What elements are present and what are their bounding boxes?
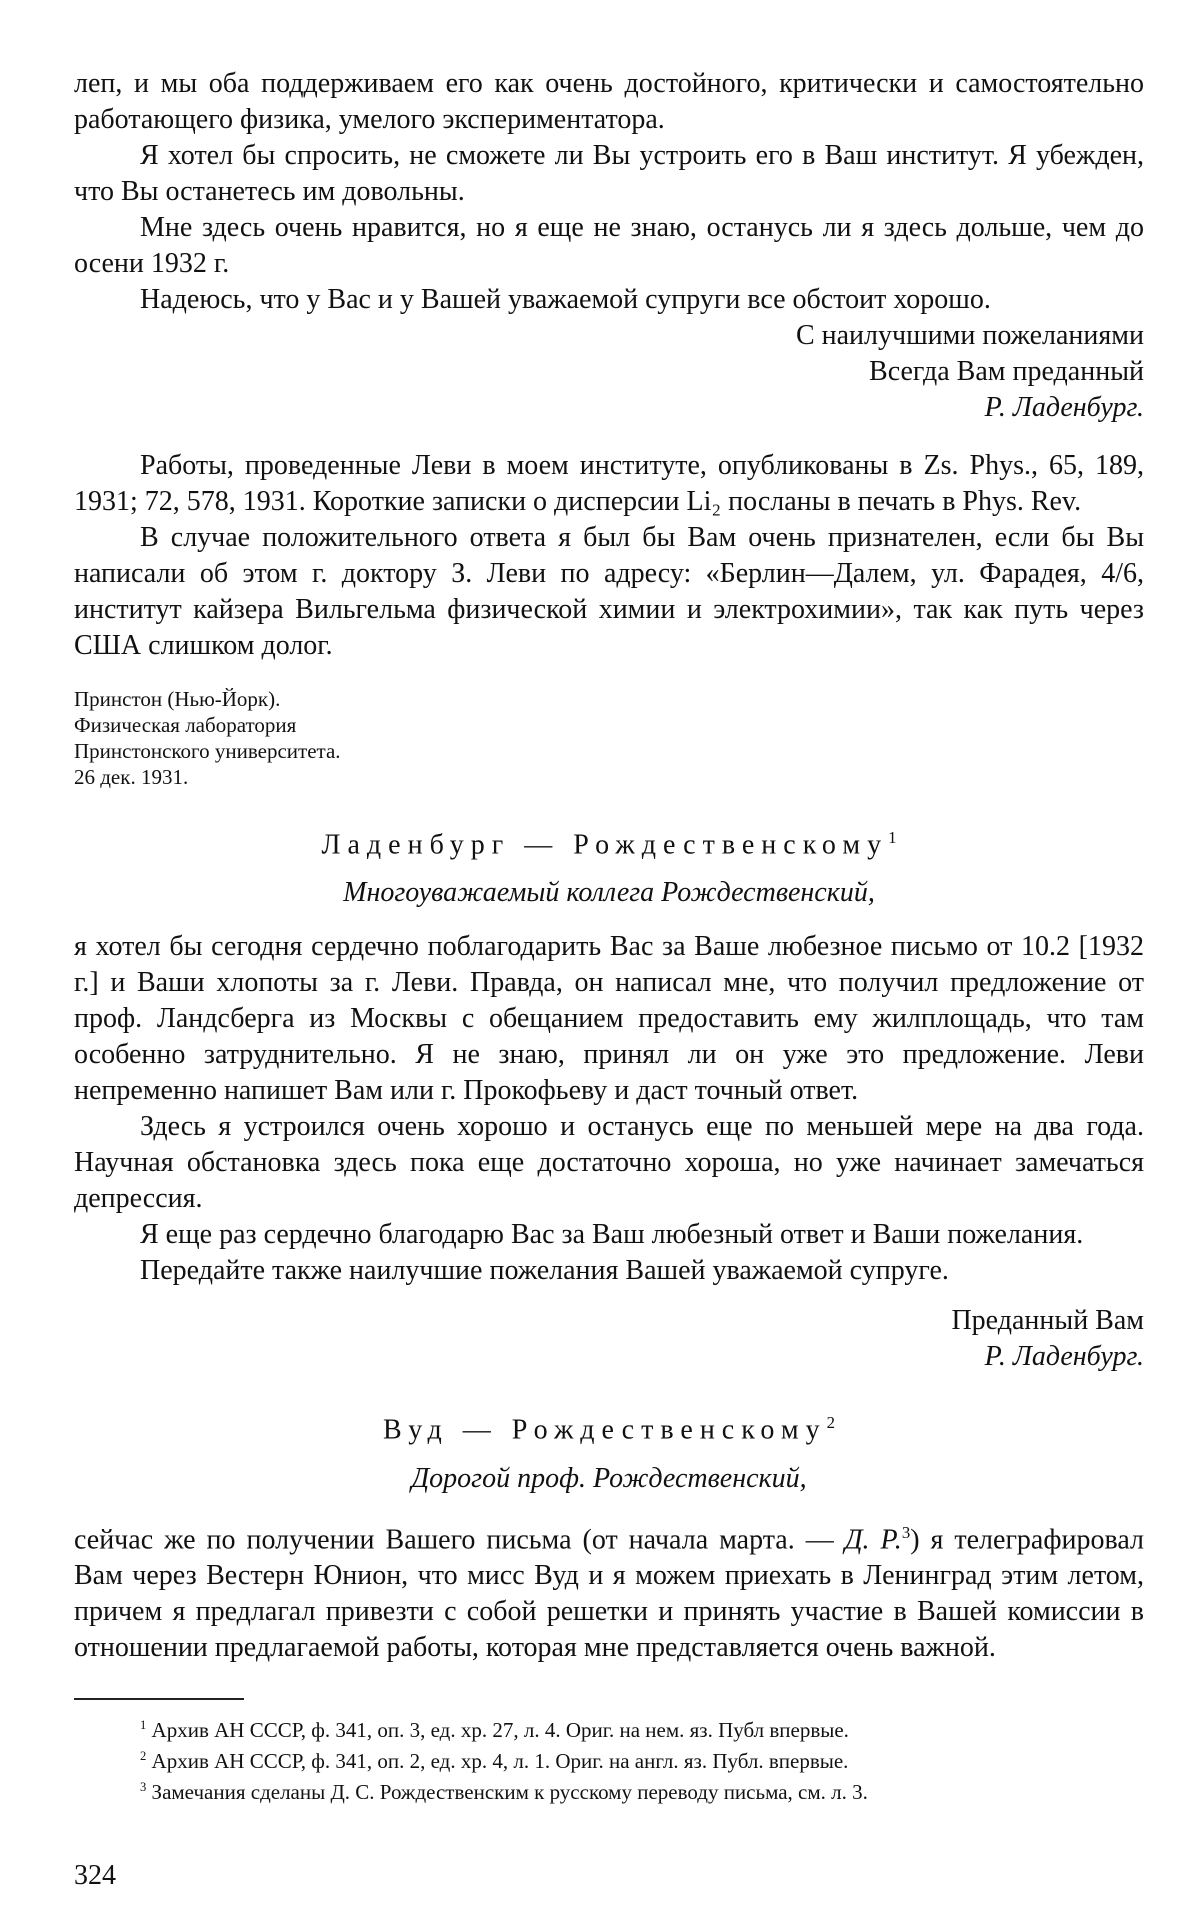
letter1-closing-1: С наилучшими пожеланиями [795,320,1144,351]
footnote-2 [74,1743,1144,1774]
place-line-2: Физическая лаборатория [74,713,297,737]
letter1-signature: Р. Ладенбург. [984,392,1144,423]
page-number: 324 [74,1860,116,1891]
letter2-paragraph-1: я хотел бы сегодня сердечно поблагодарить Вас за Ваше любезное письмо от 10.2 [1932 г.] и Ваши хлопоты за г. Леви. Правда, он написал мне, что получил предложение от проф. Ландсберга из Москвы с обещанием предоставить ему жилплощадь, что там особенно затруднительно. Я не знаю, принял ли он уже это предложение. Леви непременно напишет Вам или г. Прокофьеву и даст точный ответ. [74,931,1144,1107]
letter2-heading [74,820,1144,863]
footnote-2-text: Архив АН СССР, ф. 341, оп. 2, ед. хр. 4, л. 1. Ориг. на англ. яз. Публ. впервые. [151,1748,849,1773]
letter2-signature: Р. Ладенбург. [984,1341,1144,1373]
letter2-paragraph-4: Передайте также наилучшие пожелания Вашей уважаемой супруге. [140,1255,949,1287]
letter1-postscript-1: Работы, проведенные Леви в моем институте, опубликованы в Zs. Phys., 65, 189, 1931; 72, 578, 1931. Короткие записки о дисперсии Li₂ посланы в печать в Phys. Rev. [74,450,1144,517]
place-line-4: 26 дек. 1931. [74,765,189,789]
footnote-1-text: Архив АН СССР, ф. 341, оп. 3, ед. хр. 27, л. 4. Ориг. на нем. яз. Публ впервые. [151,1717,849,1742]
letter2-salutation: Многоуважаемый коллега Рождественский, [343,877,875,909]
letter2-footnote-mark: 1 [888,828,897,847]
letter3-initials: Д. Р. [844,1523,902,1555]
letter1-closing-2: Всегда Вам преданный [869,356,1144,387]
letter1-paragraph-3: Мне здесь очень нравится, но я еще не знаю, останусь ли я здесь дольше, чем до осени 1932 г. [74,212,1144,279]
page-content [74,66,1144,1805]
letter2-paragraph-3: Я еще раз сердечно благодарю Вас за Ваш любезный ответ и Ваши пожелания. [140,1219,1084,1251]
footnote-3-text: Замечания сделаны Д. С. Рождественским к русскому переводу письма, см. л. 3. [151,1779,868,1804]
letter3-footnote-mark: 2 [826,1413,835,1433]
letter3-salutation: Дорогой проф. Рождественский, [411,1462,807,1494]
letter2-paragraph-2: Здесь я устроился очень хорошо и останусь еще по меньшей мере на два года. Научная обстановка здесь пока еще достаточно хороша, но уже начинает замечаться депрессия. [74,1111,1144,1215]
footnotes [74,1712,1144,1805]
letter3-paragraph [74,1515,1144,1666]
footnote-1-mark: 1 [140,1717,147,1732]
letter3-footnote-mark-inline: 3 [901,1522,911,1542]
place-date-block [74,686,1144,790]
letter1-paragraph-2: Я хотел бы спросить, не сможете ли Вы устроить его в Ваш институт. Я убежден, что Вы останетесь им довольны. [74,140,1144,207]
footnote-2-mark: 2 [140,1748,147,1763]
letter2-heading-text: Ладенбург — Рождественскому [321,829,889,861]
place-line-3: Принстонского университета. [74,739,341,763]
letter2-closing: Преданный Вам [951,1305,1144,1337]
footnote-divider [74,1698,244,1700]
letter3-heading [74,1405,1144,1448]
letter3-text-start: сейчас же по получении Вашего письма (от начала марта. — [74,1523,845,1555]
footnote-3 [74,1774,1144,1805]
letter1-paragraph-1: леп, и мы оба поддерживаем его как очень достойного, критически и самостоятельно работающего физика, умелого экспериментатора. [74,68,1144,135]
footnote-1 [74,1712,1144,1743]
footnote-3-mark: 3 [140,1779,147,1794]
letter1-postscript-2: В случае положительного ответа я был бы Вам очень признателен, если бы Вы написали об этом г. доктору З. Леви по адресу: «Берлин—Далем, ул. Фарадея, 4/6, институт кайзера Вильгельма физической химии и электрохимии», так как путь через США слишком долог. [74,522,1144,661]
place-line-1: Принстон (Нью-Йорк). [74,687,281,711]
letter3-heading-text: Вуд — Рождественскому [382,1414,827,1446]
letter3-text-end: ) я телеграфировал Вам через Вестерн Юнион, что мисс Вуд и я можем приехать в Ленинград этим летом, причем я предлагал привезти с собой решетки и принять участие в Вашей комиссии в отношении предлагаемой работы, которая мне представляется очень важной. [74,1523,1144,1663]
letter1-paragraph-4: Надеюсь, что у Вас и у Вашей уважаемой супруги все обстоит хорошо. [140,284,991,315]
